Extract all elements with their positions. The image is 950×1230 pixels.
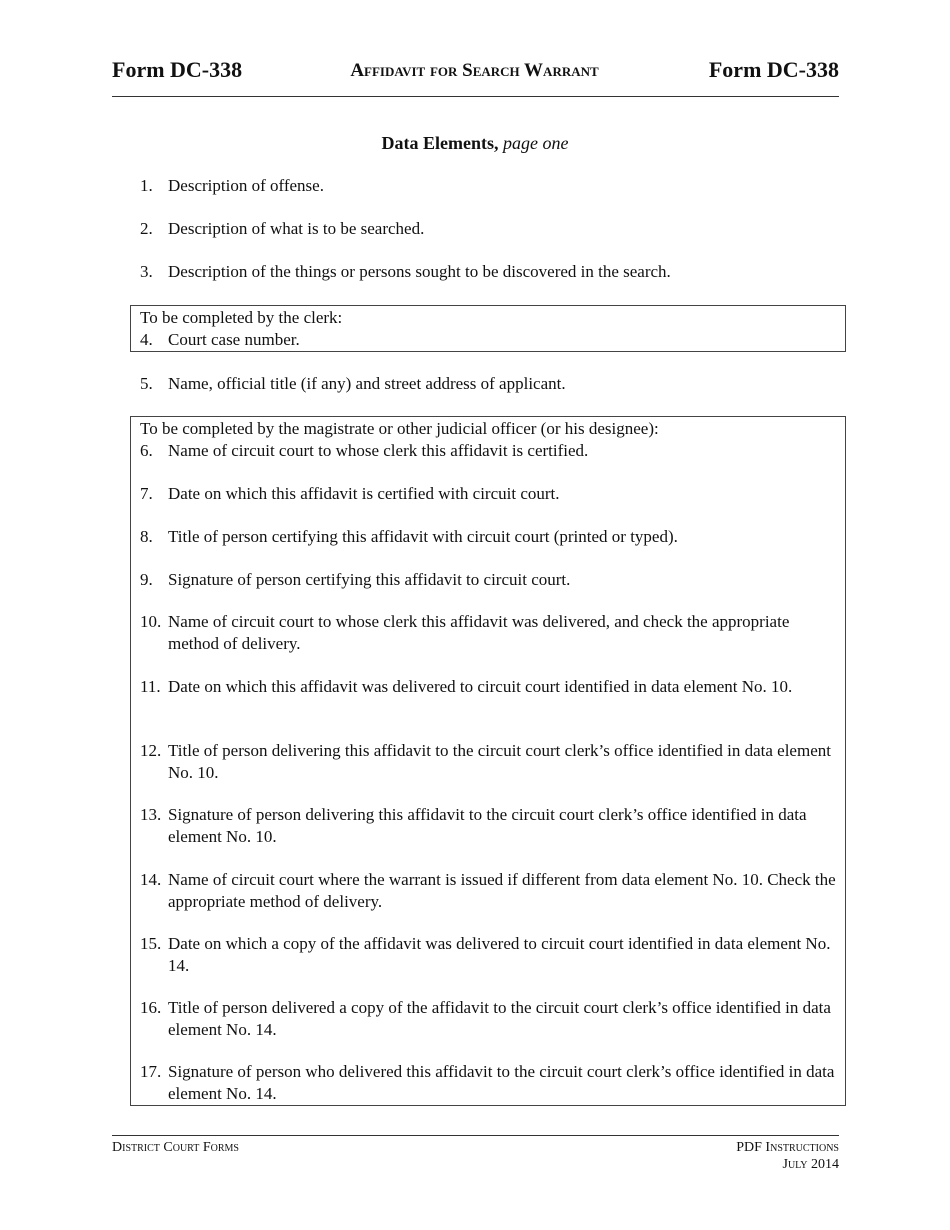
data-element-4 [140, 329, 840, 351]
section-title-main: Data Elements, [381, 133, 499, 153]
item-number: 9. [140, 570, 153, 589]
footer-left: District Court Forms [112, 1140, 239, 1155]
data-element-2 [140, 218, 840, 240]
item-text: Signature of person delivering this affidavit to the circuit court clerk’s office identified in data element No. 10. [168, 805, 807, 846]
form-title: Affidavit for Search Warrant [350, 60, 599, 81]
item-number: 11. [140, 677, 161, 696]
data-element-8 [140, 526, 840, 548]
data-element-5 [140, 373, 840, 395]
section-title-page: page one [503, 133, 569, 153]
item-text: Date on which this affidavit was delivered to circuit court identified in data element No. 10. [168, 677, 793, 696]
footer-right-line1: PDF Instructions [736, 1140, 839, 1155]
item-text: Description of the things or persons sought to be discovered in the search. [168, 262, 671, 281]
data-element-16 [140, 997, 840, 1041]
data-element-11 [140, 676, 840, 698]
item-text: Name of circuit court where the warrant is issued if different from data element No. 10. Check the appropriate method of delivery. [168, 870, 836, 911]
item-number: 12. [140, 741, 162, 760]
item-text: Signature of person certifying this affidavit to circuit court. [168, 570, 571, 589]
item-text: Title of person delivering this affidavit to the circuit court clerk’s office identified in data element No. 10. [168, 741, 831, 782]
item-text: Signature of person who delivered this affidavit to the circuit court clerk’s office identified in data element No. 14. [168, 1062, 835, 1103]
item-text: Title of person certifying this affidavit with circuit court (printed or typed). [168, 527, 678, 546]
item-number: 4. [140, 330, 153, 349]
form-number-right: Form DC-338 [708, 57, 839, 82]
item-number: 2. [140, 219, 153, 238]
data-element-13 [140, 804, 840, 848]
data-element-7 [140, 483, 840, 505]
data-element-6 [140, 440, 840, 462]
item-text: Date on which a copy of the affidavit was delivered to circuit court identified in data element No. 14. [168, 934, 831, 975]
item-text: Description of what is to be searched. [168, 219, 425, 238]
data-element-9 [140, 569, 840, 591]
magistrate-box-heading: To be completed by the magistrate or other judicial officer (or his designee): [140, 419, 659, 438]
item-text: Date on which this affidavit is certified with circuit court. [168, 484, 560, 503]
section-title [0, 132, 950, 154]
page-header [112, 52, 839, 97]
data-element-10 [140, 611, 840, 655]
item-number: 17. [140, 1062, 162, 1081]
item-text: Name of circuit court to whose clerk this affidavit is certified. [168, 441, 589, 460]
item-number: 5. [140, 374, 153, 393]
data-element-1 [140, 175, 840, 197]
footer-right-line2: July 2014 [782, 1157, 839, 1172]
item-text: Name of circuit court to whose clerk this affidavit was delivered, and check the appropriate method of delivery. [168, 612, 790, 653]
data-element-15 [140, 933, 840, 977]
page-footer [112, 1135, 839, 1176]
data-element-14 [140, 869, 840, 913]
data-element-12 [140, 740, 840, 784]
form-number-left: Form DC-338 [112, 57, 243, 82]
item-number: 1. [140, 176, 153, 195]
item-number: 14. [140, 870, 162, 889]
item-text: Court case number. [168, 330, 300, 349]
item-text: Title of person delivered a copy of the affidavit to the circuit court clerk’s office identified in data element No. 14. [168, 998, 831, 1039]
item-number: 10. [140, 612, 162, 631]
footer-right [736, 1139, 839, 1173]
item-number: 13. [140, 805, 162, 824]
item-number: 16. [140, 998, 162, 1017]
item-text: Description of offense. [168, 176, 324, 195]
item-number: 15. [140, 934, 162, 953]
item-number: 8. [140, 527, 153, 546]
clerk-box-heading: To be completed by the clerk: [140, 308, 343, 327]
item-number: 6. [140, 441, 153, 460]
item-number: 7. [140, 484, 153, 503]
data-element-3 [140, 261, 840, 283]
item-number: 3. [140, 262, 153, 281]
item-text: Name, official title (if any) and street address of applicant. [168, 374, 566, 393]
data-element-17 [140, 1061, 840, 1105]
